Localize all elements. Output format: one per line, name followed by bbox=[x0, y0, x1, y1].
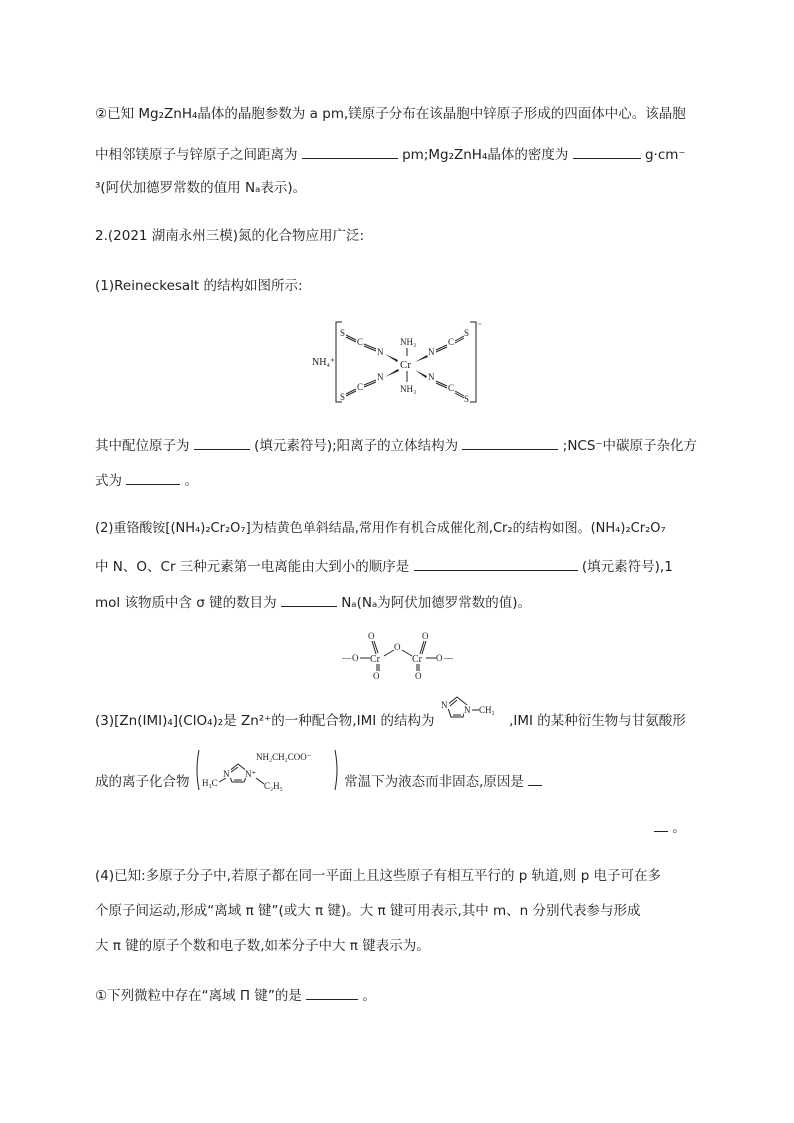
q2-p3-line1-text-b: ,IMI 的某种衍生物与甘氨酸形 bbox=[509, 713, 686, 729]
answer-blank-sigma-bonds[interactable] bbox=[281, 591, 337, 607]
fig-charge: ⁻ bbox=[477, 321, 483, 332]
answer-blank-delocalized-pi[interactable] bbox=[306, 984, 358, 1000]
q2-p2-line2-text-b: (填元素符号),1 bbox=[581, 559, 673, 575]
answer-blank-ionization-order[interactable] bbox=[414, 555, 578, 571]
fig-o: O bbox=[436, 653, 443, 663]
q1-part2-line3: ³(阿伏加德罗常数的值用 Nₐ表示)。 bbox=[95, 180, 307, 196]
fig-c: C bbox=[448, 383, 455, 393]
fig-imi-methyl: CH₃ bbox=[478, 705, 495, 715]
fig-ion-ethyl: C₂H₅ bbox=[263, 781, 283, 791]
q1-part2-line2-text-a: 中相邻镁原子与锌原子之间距离为 bbox=[95, 147, 298, 163]
q2-p4-line1: (4)已知:多原子分子中,若原子都在同一平面上且这些原子有相互平行的 p 轨道,则 p 电子可在多 bbox=[95, 868, 662, 884]
q1-part2-line2-text-c: g·cm⁻ bbox=[644, 147, 686, 163]
fig-imi-n: N bbox=[440, 700, 448, 710]
q2-p2-line3-text-b: Nₐ(Nₐ为阿伏加德罗常数的值)。 bbox=[341, 595, 531, 611]
fig-o: O bbox=[352, 653, 359, 663]
q2-p3-line2-text-b: 常温下为液态而非固态,原因是 bbox=[344, 774, 524, 790]
q2-p3-line3 bbox=[654, 816, 686, 838]
fig-s: S bbox=[340, 392, 346, 402]
q2-p1-q2-text-b: 。 bbox=[184, 473, 199, 489]
fig-ion-methyl: H₃C bbox=[201, 778, 218, 788]
fig-c: C bbox=[357, 382, 364, 392]
q2-p3-line1 bbox=[95, 700, 686, 731]
q2-p1-q1 bbox=[95, 434, 697, 456]
fig-o: O bbox=[373, 671, 380, 680]
q2-p4-line2: 个原子间运动,形成“离域 π 键”(或大 π 键)。大 π 键可用表示,其中 m、n 分别代表参与形成 bbox=[95, 903, 641, 919]
answer-blank-coordinating-atom[interactable] bbox=[194, 434, 250, 450]
fig-nh3-top: NH₃ bbox=[400, 337, 417, 347]
fig-cr: Cr bbox=[412, 654, 422, 665]
fig-s: S bbox=[340, 328, 346, 338]
fig-n: N bbox=[428, 372, 435, 382]
reinecke-salt-structure-figure bbox=[308, 318, 493, 406]
q2-p1-q2 bbox=[95, 469, 198, 491]
fig-n: N bbox=[428, 347, 435, 357]
fig-s: S bbox=[464, 328, 470, 338]
fig-o: O bbox=[394, 642, 401, 652]
q2-p3-line1-text-a: (3)[Zn(IMI)₄](ClO₄)₂是 Zn²⁺的一种配合物,IMI 的结构为 bbox=[95, 713, 435, 729]
q2-p4-q1-text-a: ①下列微粒中存在“离域 Π 键”的是 bbox=[95, 988, 302, 1004]
fig-cr: Cr bbox=[400, 359, 411, 371]
q2-p3-line2-text-a: 成的离子化合物 bbox=[95, 774, 190, 790]
answer-blank-reason[interactable] bbox=[528, 770, 542, 786]
q2-title: 2.(2021 湖南永州三模)氮的化合物应用广泛: bbox=[95, 228, 365, 244]
fig-c: C bbox=[357, 337, 364, 347]
svg-text:—: — bbox=[342, 653, 351, 663]
q2-p4-q1 bbox=[95, 984, 376, 1006]
fig-o: O bbox=[368, 631, 375, 641]
answer-blank-reason-end[interactable] bbox=[654, 816, 668, 832]
q2-p4-q1-text-b: 。 bbox=[362, 988, 376, 1004]
imi-structure-figure bbox=[439, 691, 505, 731]
fig-cation: NH₄⁺ bbox=[312, 357, 336, 368]
fig-o: O bbox=[415, 671, 422, 680]
answer-blank-hybridization[interactable] bbox=[126, 469, 180, 485]
fig-cr: Cr bbox=[370, 654, 380, 665]
q2-p3-line3-text: 。 bbox=[672, 820, 686, 836]
q2-p1-intro: (1)Reineckesalt 的结构如图所示: bbox=[95, 278, 303, 294]
fig-n: N bbox=[377, 347, 384, 357]
fig-ion-glycinate: NH₂CH₂COO⁻ bbox=[255, 752, 312, 762]
svg-text:—: — bbox=[444, 653, 453, 663]
q2-p1-q2-text-a: 式为 bbox=[95, 473, 122, 489]
q2-p1-q1-text-a: 其中配位原子为 bbox=[95, 438, 190, 454]
fig-s: S bbox=[464, 394, 470, 404]
q2-p2-line2 bbox=[95, 555, 673, 577]
fig-ion-n: N bbox=[222, 769, 230, 779]
dichromate-structure-figure bbox=[340, 628, 458, 680]
fig-ion-nplus: N⁺ bbox=[244, 769, 257, 779]
q1-part2-line2-text-b: pm;Mg₂ZnH₄晶体的密度为 bbox=[402, 147, 569, 163]
q2-p2-line1: (2)重铬酸铵[(NH₄)₂Cr₂O₇]为桔黄色单斜结晶,常用作有机合成催化剂,Cr₂的结构如图。(NH₄)₂Cr₂O₇ bbox=[95, 521, 666, 536]
fig-imi-n: N bbox=[463, 705, 471, 715]
q2-p4-line3: 大 π 键的原子个数和电子数,如苯分子中大 π 键表示为。 bbox=[95, 938, 430, 954]
q2-p2-line3 bbox=[95, 591, 531, 613]
q2-p2-line3-text-a: mol 该物质中含 σ 键的数目为 bbox=[95, 595, 277, 611]
fig-o: O bbox=[422, 631, 429, 641]
answer-blank-cation-geometry[interactable] bbox=[462, 434, 558, 450]
q1-part2-line1: ②已知 Mg₂ZnH₄晶体的晶胞参数为 a pm,镁原子分布在该晶胞中锌原子形成的四面体中心。该晶胞 bbox=[95, 106, 686, 122]
q1-part2-line2 bbox=[95, 143, 686, 165]
fig-c: C bbox=[448, 337, 455, 347]
ionic-compound-structure-figure bbox=[194, 746, 340, 794]
q2-p1-q1-text-b: (填元素符号);阳离子的立体结构为 bbox=[254, 438, 459, 454]
q2-p3-line2 bbox=[95, 752, 542, 794]
fig-nh3-bottom: NH₃ bbox=[400, 384, 417, 394]
q2-p2-line2-text-a: 中 N、O、Cr 三种元素第一电离能由大到小的顺序是 bbox=[95, 559, 410, 575]
fig-n: N bbox=[377, 372, 384, 382]
answer-blank-density[interactable] bbox=[573, 143, 641, 159]
answer-blank-distance[interactable] bbox=[302, 143, 398, 159]
q2-p1-q1-text-c: ;NCS⁻中碳原子杂化方 bbox=[562, 438, 698, 454]
